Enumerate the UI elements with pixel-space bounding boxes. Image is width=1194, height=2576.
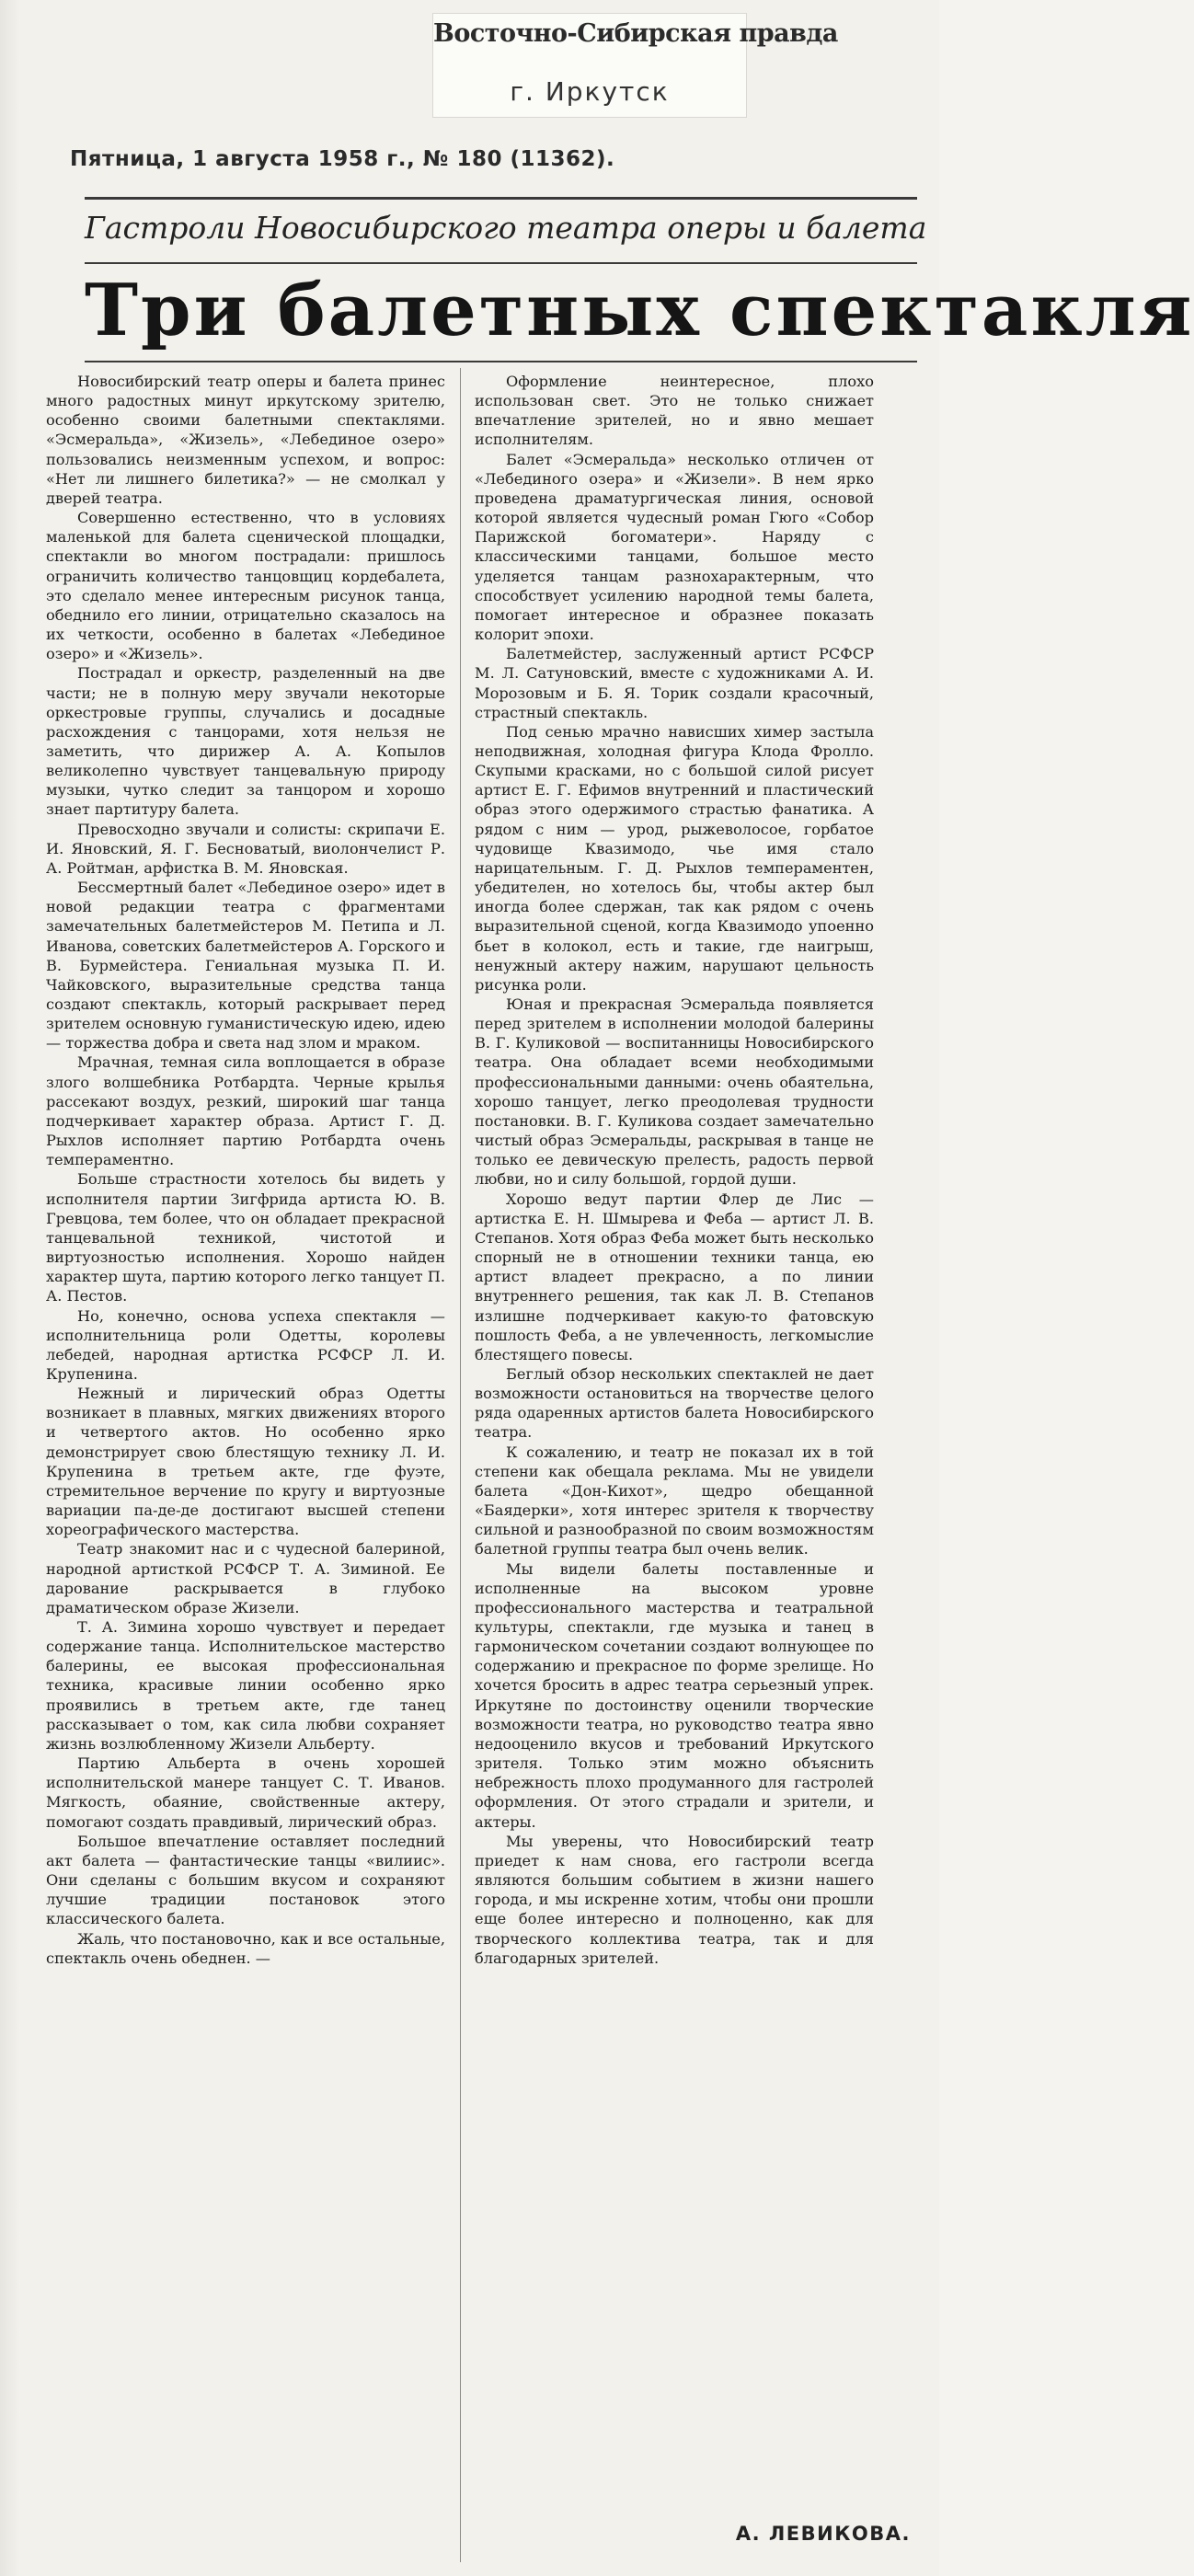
paragraph: Новосибирский театр оперы и балета принес много радостных минут иркутскому зрителю, особенно своими балетными спектаклями. «Эсмеральда», «Жизель», «Лебединое озеро» пользовались неизменным успехом, и вопрос: «Нет ли лишнего билетика?» — не смолкал у дверей театра. (46, 373, 445, 507)
rubric: Гастроли Новосибирского театра оперы и балета (85, 210, 927, 246)
paragraph: Нежный и лирический образ Одетты возникает в плавных, мягких движениях второго и четвертого актов. Но особенно ярко демонстрирует свою блестящую технику Л. И. Крупенина в третьем акте, где фуэте, стремительное верчение по кругу и виртуозные вариации па-де-де достигают высшей степени хореографического мастерства. (46, 1385, 445, 1539)
paragraph: Театр знакомит нас и с чудесной балериной, народной артисткой РСФСР Т. А. Зиминой. Ее дарование раскрывается в глубоко драматическом образе Жизели. (46, 1540, 445, 1616)
paragraph: Бессмертный балет «Лебединое озеро» идет в новой редакции театра с фрагментами замечательных балетмейстеров М. Петипа и Л. Иванова, советских балетмейстеров А. Горского и В. Бурмейстера. Гениальная музыка П. И. Чайковского, выразительные средства танца создают спектакль, который раскрывает перед зрителем основную гуманистическую идею, идею — торжества добра и света над злом и мраком. (46, 879, 445, 1052)
rubric-rule (85, 262, 917, 264)
paragraph: Балетмейстер, заслуженный артист РСФСР М. Л. Сатуновский, вместе с художниками А. И. Морозовым и Б. Я. Торик создали красочный, страстный спектакль. (475, 645, 874, 721)
paragraph: Совершенно естественно, что в условиях маленькой для балета сценической площадки, спектакли во многом пострадали: пришлось ограничить количество танцовщиц кордебалета, это сделало менее интересным рисунок танца, обеднило его линии, отрицательно сказалось на их четкости, особенно в балетах «Лебединое озеро» и «Жизель». (46, 509, 445, 663)
author-signature: А. ЛЕВИКОВА. (735, 2523, 911, 2545)
paragraph: Хорошо ведут партии Флер де Лис — артистка Е. Н. Шмырева и Феба — артист Л. В. Степанов. Хотя образ Феба может быть несколько спорный не в отношении техники танца, ею артист владеет прекрасно, а по линии внутреннего решения, так как Л. В. Степанов излишне подчеркивает какую-то фатовскую пошлость Феба, а не увлеченность, легкомыслие блестящего повесы. (475, 1190, 874, 1363)
paragraph: Мы видели балеты поставленные и исполненные на высоком уровне профессионального мастерства и театральной культуры, спектакли, где музыка и танец в гармоническом сочетании создают волнующее по содержанию и прекрасное по форме зрелище. Но хочется бросить в адрес театра серьезный упрек. Иркутяне по достоинству оценили творческие возможности театра, но руководство театра явно недооценило вкусов и требований Иркутского зрителя. Только этим можно объяснить небрежность плохо продуманного для гастролей оформления. От этого страдали и зрители, и актеры. (475, 1559, 874, 1831)
paragraph: Мрачная, темная сила воплощается в образе злого волшебника Ротбардта. Черные крылья рассекают воздух, резкий, широкий шаг танца подчеркивает характер образа. Артист Г. Д. Рыхлов исполняет партию Ротбардта очень темпераментно. (46, 1053, 445, 1169)
article-column-right (475, 372, 874, 1968)
paragraph: Больше страстности хотелось бы видеть у исполнителя партии Зигфрида артиста Ю. В. Гревцова, тем более, что он обладает прекрасной танцевальной техникой, чистотой и виртуозностью исполнения. Хорошо найден характер шута, партию которого легко танцует П. А. Пестов. (46, 1170, 445, 1305)
paragraph: Под сенью мрачно нависших химер застыла неподвижная, холодная фигура Клода Фролло. Скупыми красками, но с большой силой рисует артист Е. Г. Ефимов внутренний и пластический образ этого одержимого страстью фанатика. А рядом с ним — урод, рыжеволосое, горбатое чудовище Квазимодо, чье имя стало нарицательным. Г. Д. Рыхлов темпераментен, убедителен, но хотелось бы, чтобы актер был иногда более сдержан, так как рядом с очень выразительной сценой, когда Квазимодо упоенно бьет в колокол, есть и такие, где наигрыш, ненужный актеру нажим, нарушают цельность рисунка роли. (475, 722, 874, 994)
newspaper-stamp (432, 13, 838, 118)
headline-rule (85, 361, 917, 362)
paragraph: Пострадал и оркестр, разделенный на две части; не в полную меру звучали некоторые оркестровые группы, случались и досадные расхождения с танцорами, хотя нельзя не заметить, что дирижер А. А. Копылов великолепно чувствует танцевальную природу музыки, чутко следит за танцором и хорошо знает партитуру балета. (46, 664, 445, 819)
paragraph: Но, конечно, основа успеха спектакля — исполнительница роли Одетты, королевы лебедей, народная артистка РСФСР Л. И. Крупенина. (46, 1306, 445, 1383)
issue-dateline: Пятница, 1 августа 1958 г., № 180 (11362). (70, 147, 615, 171)
paper-edge (0, 0, 20, 2576)
paragraph: К сожалению, и театр не показал их в той степени как обещала реклама. Мы не увидели балета «Дон-Кихот», щедро обещанной «Баядерки», хотя интерес зрителя к творчеству сильной и разнообразной по своим возможностям балетной группы театра был очень велик. (475, 1443, 874, 1558)
paragraph: Т. А. Зимина хорошо чувствует и передает содержание танца. Исполнительское мастерство балерины, ее высокая профессиональная техника, красивые линии особенно ярко проявились в третьем акте, где танец рассказывает о том, как сила любви сохраняет жизнь возлюбленному Жизели Альберту. (46, 1618, 445, 1753)
paragraph: Балет «Эсмеральда» несколько отличен от «Лебединого озера» и «Жизели». В нем ярко проведена драматургическая линия, основой которой является чудесный роман Гюго «Собор Парижской богоматери». Наряду с классическими танцами, большое место уделяется танцам разнохарактерным, что способствует усилению народной темы балета, помогает интересное и образнее показать колорит эпохи. (475, 450, 874, 644)
paragraph: Мы уверены, что Новосибирский театр приедет к нам снова, его гастроли всегда являются большим событием в жизни нашего города, и мы искренне хотим, чтобы они прошли еще более интересно и полноценно, как для творческого коллектива театра, так и для благодарных зрителей. (475, 1832, 874, 1967)
top-rule (85, 197, 917, 200)
paragraph: Жаль, что постановочно, как и все остальные, спектакль очень обеднен. — (46, 1929, 445, 1967)
paragraph: Юная и прекрасная Эсмеральда появляется перед зрителем в исполнении молодой балерины В. Г. Куликовой — воспитанницы Новосибирского театра. Она обладает всеми необходимыми профессиональными данными: очень обаятельна, хорошо танцует, легко преодолевая трудности постановки. В. Г. Куликова создает замечательно чистый образ Эсмеральды, раскрывая в танце не только ее девическую прелесть, радость первой любви, но и силу большой, гордой души. (475, 995, 874, 1189)
paragraph: Большое впечатление оставляет последний акт балета — фантастические танцы «вилиис». Они сделаны с большим вкусом и сохраняют лучшие традиции постановок этого классического балета. (46, 1832, 445, 1928)
paragraph: Превосходно звучали и солисты: скрипачи Е. И. Яновский, Я. Г. Бесноватый, виолончелист Р. А. Ройтман, арфистка В. М. Яновская. (46, 820, 445, 877)
paragraph: Беглый обзор нескольких спектаклей не дает возможности остановиться на творчестве целого ряда одаренных артистов балета Новосибирского театра. (475, 1364, 874, 1442)
paragraph: Оформление неинтересное, плохо использован свет. Это не только снижает впечатление зрителей, но и явно мешает исполнителям. (475, 373, 874, 449)
newspaper-city: г. Иркутск (510, 76, 670, 107)
newspaper-name: Восточно-Сибирская правда (433, 19, 838, 48)
column-divider (460, 368, 461, 2562)
article-headline: Три балетных спектакля (85, 269, 1194, 352)
article-column-left (46, 372, 445, 1968)
paragraph: Партию Альберта в очень хорошей исполнительской манере танцует С. Т. Иванов. Мягкость, обаяние, свойственные актеру, помогают создать правдивый, лирический образ. (46, 1754, 445, 1831)
